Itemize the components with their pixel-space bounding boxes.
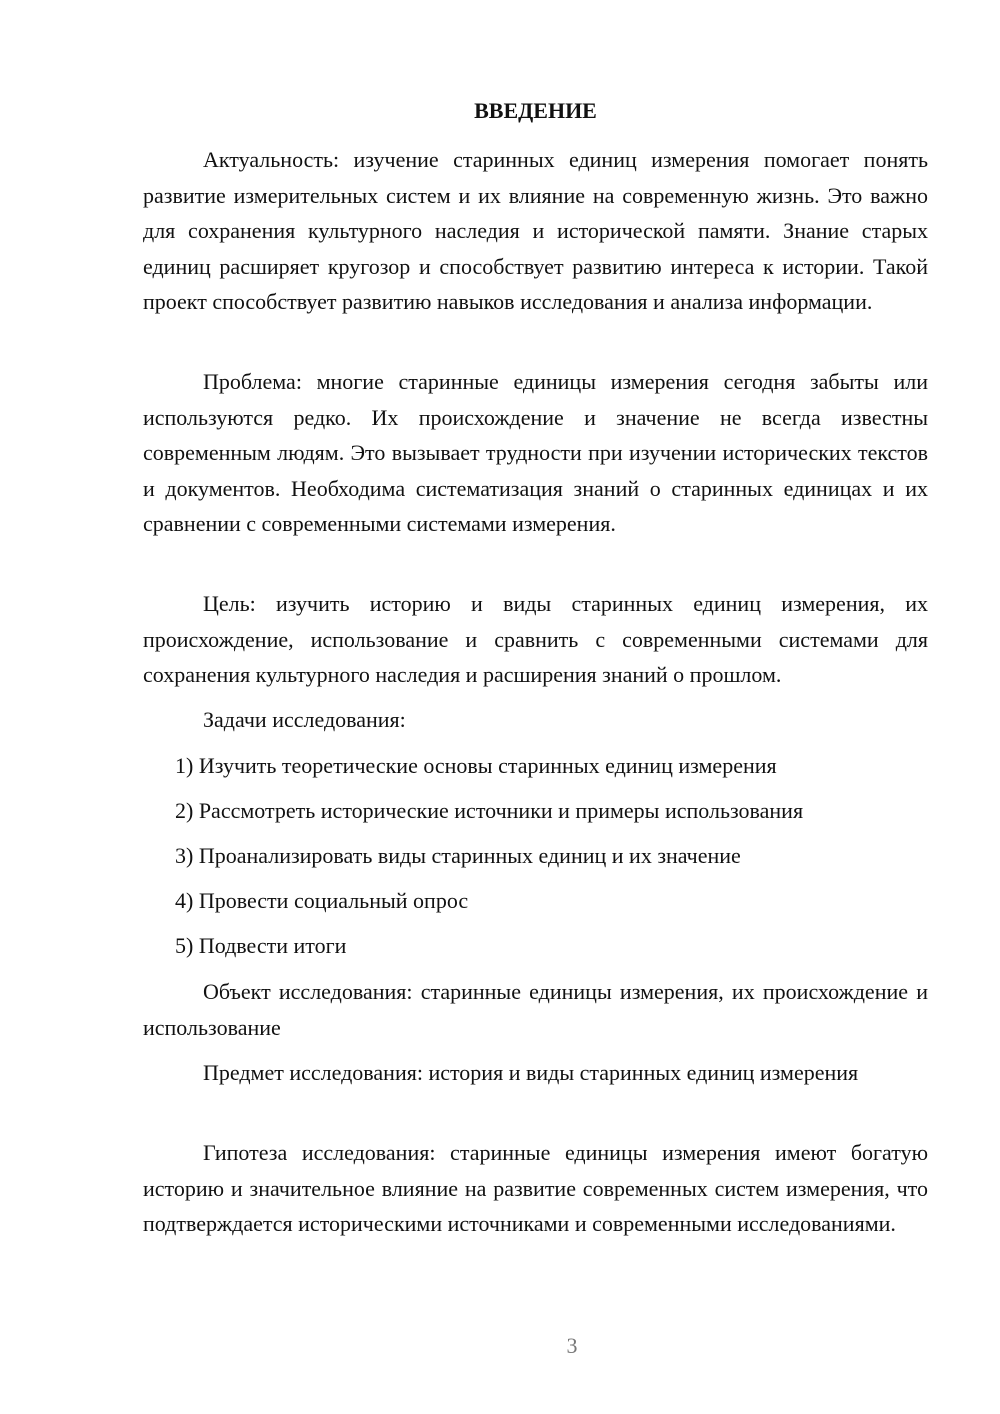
task-item-2: 2) Рассмотреть исторические источники и примеры использования <box>175 798 804 823</box>
task-item-5: 5) Подвести итоги <box>175 933 347 958</box>
relevance-paragraph: Актуальность: изучение старинных единиц измерения помогает понять развитие измерительных систем и их влияние на современную жизнь. Это важно для сохранения культурного наследия и исторической памяти. Знание старых единиц расширяет кругозор и способствует развитию интереса к истории. Такой проект способствует развитию навыков исследования и анализа информации. <box>143 147 928 314</box>
task-item-1: 1) Изучить теоретические основы старинных единиц измерения <box>175 753 777 778</box>
task-item-4: 4) Провести социальный опрос <box>175 888 469 913</box>
tasks-title: Задачи исследования: <box>203 707 406 732</box>
problem-paragraph: Проблема: многие старинные единицы измерения сегодня забыты или используются редко. Их происхождение и значение не всегда известны современным людям. Это вызывает трудности при изучении исторических текстов и документов. Необходима систематизация знаний о старинных единицах и их сравнении с современными системами измерения. <box>143 369 928 536</box>
section-heading: ВВЕДЕНИЕ <box>474 98 597 123</box>
subject-paragraph: Предмет исследования: история и виды старинных единиц измерения <box>203 1060 859 1085</box>
object-paragraph: Объект исследования: старинные единицы измерения, их происхождение и использование <box>143 979 928 1040</box>
goal-paragraph: Цель: изучить историю и виды старинных единиц измерения, их происхождение, использование и сравнить с современными системами для сохранения культурного наследия и расширения знаний о прошлом. <box>143 591 928 687</box>
hypothesis-paragraph: Гипотеза исследования: старинные единицы измерения имеют богатую историю и значительное влияние на развитие современных систем измерения, что подтверждается историческими источниками и современными исследованиями. <box>143 1140 928 1236</box>
page-number: 3 <box>566 1333 578 1358</box>
task-item-3: 3) Проанализировать виды старинных единиц и их значение <box>175 843 741 868</box>
